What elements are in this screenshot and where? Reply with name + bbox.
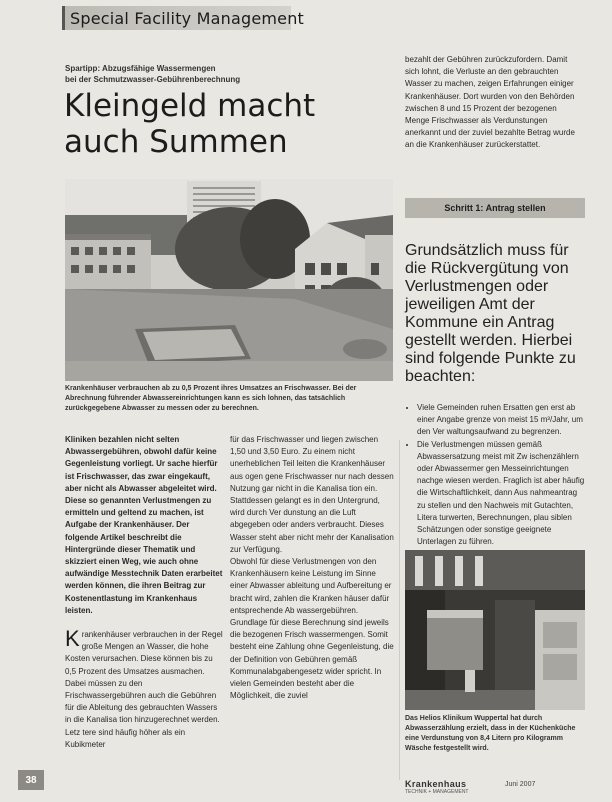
column-divider bbox=[399, 440, 400, 780]
right-column-top bbox=[405, 54, 583, 152]
kicker-line: Spartipp: Abzugsfähige Wassermengen bbox=[65, 64, 216, 73]
hospital-building-photo bbox=[65, 179, 393, 381]
right-column-middle bbox=[405, 226, 585, 597]
magazine-logo: Krankenhaus bbox=[405, 779, 467, 789]
issue-date: Juni 2007 bbox=[505, 781, 536, 788]
body-column-middle bbox=[230, 434, 395, 702]
magazine-subtitle: TECHNIK + MANAGEMENT bbox=[405, 789, 469, 795]
paragraph: Grundsätzlich muss für die Rückvergütung von Verlustmengen oder jeweiligen Amt der Kommune ein Antrag gestellt werden. Hierbei sind folgende Punkte zu beachten: bbox=[405, 242, 576, 385]
body-paragraph: Obwohl für diese Verlustmengen von den Krankenhäusern keine Leistung im Sinne einer Abwasser ableitung und Aufbereitung er bracht wird, zahlen die Kranken häuser dafür entsprechende Ab wassergebühren. Grundlage für diese Berechnung sind jeweils die bezogenen Frisch wassermengen. Somit besteht eine Zahlung ohne Gegenleistung, die der Definition von Gebühren gemäß Kommunalabgabengesetz wider spricht. In vielen Gemeinden besteht aber die Möglichkeit, die zuviel bbox=[230, 557, 394, 701]
photo-caption: Das Helios Klinikum Wuppertal hat durch Abwasserzählung erzielt, dass in der Küchenküche eine Verdunstung von 8,4 Litern pro Kilogramm Wäsche festgestellt wird. bbox=[405, 715, 576, 752]
body-column-left bbox=[65, 434, 225, 751]
bullet-item: • Viele Gemeinden ruhen Ersatten gen erst ab einer Angabe grenze von meist 15 m³/Jahr, um den Ver waltungsaufwand zu begrenzen. bbox=[417, 402, 585, 439]
laundry-room-photo bbox=[405, 550, 585, 710]
article-headline bbox=[64, 88, 324, 160]
section-title: Special Facility Management bbox=[70, 9, 305, 28]
intro-paragraph: Kliniken bezahlen nicht selten Abwassergebühren, obwohl dafür keine Gegenleistung vorliegt. Ur sache hierfür ist Frischwasser, das zwar eingekauft, aber nicht als Abwasser abgeleitet wird. Diese so genannten Verlustmengen zu ermitteln und geltend zu machen, ist Aufgabe der Krankenhäuser. Der folgende Artikel beschreibt die Hintergründe dieser Thematik und skizziert einen Weg, wie auch ohne aufwändige Messtechnik Daten erarbeitet werden können, die ihren Beitrag zur Kostenentlastung im Krankenhaus leisten. bbox=[65, 435, 223, 615]
subheading-box bbox=[405, 198, 585, 218]
headline-line: auch Summen bbox=[64, 124, 288, 160]
page-number: 38 bbox=[18, 770, 44, 790]
headline-line: Kleingeld macht bbox=[64, 88, 316, 124]
article-kicker bbox=[65, 63, 315, 85]
paragraph: bezahlt der Gebühren zurückzufordern. Damit sich lohnt, die Verluste an den gebrauchten Wasser zu machen, zeigen Erfahrungen einiger Krankenhäuser. Dort wurden von den Behörden zwischen 8 und 15 Prozent der bezogenen Menge Frischwasser als Verdunstungen anerkannt und der zuviel bezahlte Betrag wurde an die Krankenhäuser zurückerstattet. bbox=[405, 55, 575, 150]
body-text: rankenhäuser verbrauchen in der Regel große Mengen an Wasser, die hohe Kosten verursachen. Diese können bis zu 0,5 Prozent des Umsatzes ausmachen. Dabei müssen zu den Frischwassergebühren auch die Gebühren für die Ableitung des gebrauchten Wassers in die Kanalisa tion hinzugerechnet werden. Letz tere sind häufig höher als ein Kubikmeter bbox=[65, 630, 223, 749]
subheading: Schritt 1: Antrag stellen bbox=[444, 203, 546, 213]
body-paragraph: für das Frischwasser und liegen zwischen 1,50 und 3,50 Euro. Zu einem nicht unerheblichen Teil leiten die Krankenhäuser aus ogen gene Frischwasser nur nach dessen Nutzung gar nicht in die Kanalisa tion ein. Stattdessen gelangt es in den Untergrund, wird durch Ver dunstung an die Luft abgegeben oder anders verbraucht. Dieses Wasser steht aber nicht mehr der Kanalisation zur Verfügung. bbox=[230, 435, 394, 554]
bullet-item: • Die Verlustmengen müssen gemäß Abwassersatzung meist mit Zw ischenzählern oder Abwassermer gen Messeinrichtungen nachge wiesen werden. Fraglich ist aber häufig die Wirtschaftlichkeit, dann Aus nahmeantrag zu stellen und den Nachweis mit Gutachten, Litera turwerten, Berechnungen, plau siblen Schätzungen oder sonstige geeignete Unterlagen zu führen. bbox=[417, 439, 585, 549]
body-paragraph bbox=[65, 626, 225, 751]
photo-caption: Krankenhäuser verbrauchen ab zu 0,5 Prozent ihres Umsatzes an Frischwasser. Bei der Abrechnung führender Abwassereinrichtungen kann es sich lohnen, das tatsächlich zurückgegebene Abwasser zu messen oder zu berechnen. bbox=[65, 385, 357, 412]
kicker-line: bei der Schmutzwasser-Gebührenberechnung bbox=[65, 75, 241, 84]
drop-cap: K bbox=[65, 626, 80, 652]
